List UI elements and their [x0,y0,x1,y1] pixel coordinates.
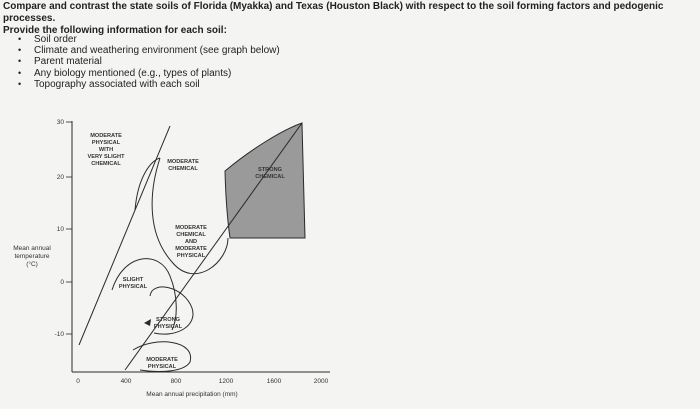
svg-text:STRONG: STRONG [156,317,180,323]
label-moderate-chemical-and-moderate-physical [175,225,207,259]
x-tick-label: 400 [120,378,132,385]
bullet-icon: • [18,67,22,78]
bullet-icon: • [18,45,22,56]
y-tick-label: 20 [56,174,64,181]
label-slight-physical [119,277,148,290]
arrow-icon [144,319,151,326]
svg-text:MODERATE: MODERATE [175,225,207,231]
svg-text:CHEMICAL: CHEMICAL [168,166,198,172]
label-strong-chemical [255,167,285,180]
list-item: • Soil order [18,34,77,45]
question-line-2: Provide the following information for each soil: [3,25,227,36]
svg-text:AND: AND [184,239,198,245]
x-axis-label: Mean annual precipitation (mm) [146,391,238,398]
y-tick-label: 30 [56,119,64,126]
svg-text:PHYSICAL: PHYSICAL [118,284,148,290]
x-tick-label: 800 [170,378,182,385]
list-item: • Climate and weathering environment (see graph below) [18,45,280,57]
svg-text:MODERATE: MODERATE [146,357,178,363]
question-line-1: Compare and contrast the state soils of Florida (Myakka) and Texas (Houston Black) with respect to the soil forming factors and pedogenic processes. [3,1,664,24]
y-axis-label-line-1: Mean annual [13,245,51,252]
svg-text:CHEMICAL: CHEMICAL [176,232,206,238]
y-tick-label: 0 [60,279,64,286]
y-tick-label: 10 [56,226,64,233]
y-axis-label-line-2: temperature [14,253,50,260]
x-ticks [76,378,328,385]
svg-text:WITH: WITH [98,147,114,153]
bullet-icon: • [18,56,22,67]
svg-text:CHEMICAL: CHEMICAL [91,161,121,167]
list-item: • Any biology mentioned (e.g., types of plants) [18,67,232,79]
x-tick-label: 1600 [266,378,282,385]
svg-text:PHYSICAL: PHYSICAL [147,364,177,370]
svg-text:MODERATE: MODERATE [175,246,207,252]
list-item: • Topography associated with each soil [18,78,200,90]
bullet-icon: • [18,34,22,44]
y-axis-label-line-3: (°C) [26,261,38,268]
svg-text:PHYSICAL: PHYSICAL [176,253,206,259]
y-ticks [55,119,72,338]
svg-text:SLIGHT: SLIGHT [122,277,144,283]
x-tick-label: 1200 [218,378,234,385]
x-tick-label: 0 [76,378,80,385]
svg-text:PHYSICAL: PHYSICAL [153,324,183,330]
right-boundary-line [122,123,302,370]
svg-text:CHEMICAL: CHEMICAL [255,174,285,180]
y-tick-label: -10 [54,331,64,338]
label-moderate-chemical [167,159,199,172]
svg-text:MODERATE: MODERATE [90,133,122,139]
label-moderate-physical-very-slight-chemical [88,133,126,167]
label-moderate-physical [146,357,178,370]
svg-text:STRONG: STRONG [258,167,282,173]
label-strong-physical [144,317,183,330]
list-item: • Parent material [18,56,102,68]
bullet-icon: • [18,78,22,89]
svg-text:MODERATE: MODERATE [167,159,199,165]
x-tick-label: 2000 [313,378,329,385]
svg-text:PHYSICAL: PHYSICAL [91,140,121,146]
svg-text:VERY SLIGHT: VERY SLIGHT [87,154,125,160]
strong-chemical-region [225,123,305,238]
